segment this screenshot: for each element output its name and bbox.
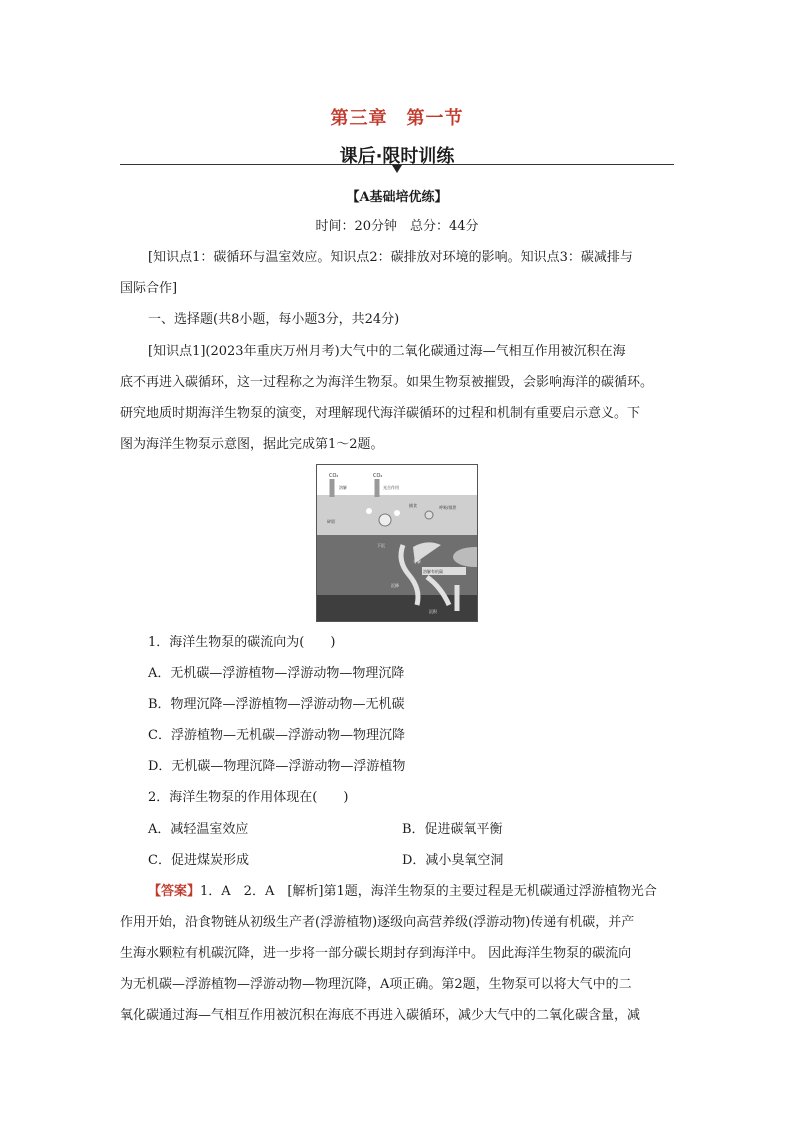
label-detritus: 碎屑 <box>327 519 335 524</box>
label-sinking: 下沉 <box>377 543 385 548</box>
stem-line-1: [知识点1](2023年重庆万州月考)大气中的二氧化碳通过海—气相互作用被沉积在海 <box>148 344 626 359</box>
q2-option-c: C．促进煤炭形成 <box>148 853 249 868</box>
q2-option-a: A．减轻温室效应 <box>148 822 249 837</box>
page-subtitle: 课后·限时训练 <box>339 146 455 167</box>
ocean-biological-pump-diagram <box>316 464 478 622</box>
answer-line-5: 氧化碳通过海—气相互作用被沉积在海底不再进入碳循环，减少大气中的二氧化碳含量，减 <box>120 1008 641 1023</box>
answer-line-3: 生海水颗粒有机碳沉降，进一步将一部分碳长期封存到海洋中。 因此海洋生物泵的碳流向 <box>120 946 632 961</box>
answer-text-1: 1．A 2．A [解析]第1题，海洋生物泵的主要过程是无机碳通过浮游植物光合 <box>200 884 657 899</box>
label-settle: 沉降 <box>391 583 399 588</box>
label-decompose: 分解 <box>413 559 421 564</box>
triangle-marker-icon <box>392 165 402 173</box>
q1-option-d: D．无机碳—物理沉降—浮游动物—浮游植物 <box>148 759 406 774</box>
answer-line-1 <box>148 876 676 907</box>
answer-line-2: 作用开始，沿食物链从初级生产者(浮游植物)逐级向高营养级(浮游动物)传递有机碳，并产 <box>120 915 635 930</box>
stem-line-3: 研究地质时期海洋生物泵的演变，对理解现代海洋碳循环的过程和机制有重要启示意义。下 <box>120 406 641 421</box>
question-2 <box>120 782 676 813</box>
question-1 <box>120 627 676 782</box>
question-2-stem: 2．海洋生物泵的作用体现在( ) <box>148 790 349 805</box>
label-doc: 溶解有机碳 <box>423 569 443 574</box>
q2-option-b: B．促进碳氧平衡 <box>402 822 503 837</box>
knowledge-line-1: [知识点1：碳循环与温室效应。知识点2：碳排放对环境的影响。知识点3：碳减排与 <box>148 250 633 265</box>
label-co2-1: CO₂ <box>329 473 339 479</box>
label-co2-2: CO₂ <box>373 473 383 479</box>
label-sediment: 沉积 <box>429 609 437 614</box>
q1-option-c: C．浮游植物—无机碳—浮游动物—物理沉降 <box>148 728 405 743</box>
question-1-stem: 1．海洋生物泵的碳流向为( ) <box>148 635 336 650</box>
answer-block <box>148 876 676 907</box>
q2-option-d: D．减小臭氧空洞 <box>402 853 504 868</box>
knowledge-points <box>120 242 676 273</box>
answer-line-4: 为无机碳—浮游植物—浮游动物—物理沉降，A项正确。第2题，生物泵可以将大气中的二 <box>120 977 632 992</box>
zooplankton-icon <box>425 511 433 519</box>
answer-label: 【答案】 <box>148 884 201 899</box>
question-stem <box>120 336 676 367</box>
knowledge-line-2: 国际合作] <box>120 281 178 296</box>
knowledge-points-cont <box>120 273 676 304</box>
stem-line-2: 底不再进入碳循环，这一过程称之为海洋生物泵。如果生物泵被摧毁，会影响海洋的碳循环。 <box>120 375 654 390</box>
q2-options-row-2 <box>148 845 668 876</box>
q2-options-row-1 <box>148 814 668 845</box>
label-photosynthesis: 光合作用 <box>383 485 399 490</box>
phytoplankton-icon <box>379 514 391 526</box>
part-heading: 一、选择题(共8小题，每小题3分，共24分) <box>148 312 400 327</box>
q1-option-b: B．物理沉降—浮游植物—浮游动物—无机碳 <box>148 697 405 712</box>
time-score-info: 时间：20分钟 总分：44分 <box>315 219 479 234</box>
section-heading: 【A基础培优练】 <box>346 190 448 205</box>
stem-block <box>120 367 676 460</box>
chapter-title: 第三章 第一节 <box>330 108 464 129</box>
label-respiration: 呼吸/排泄 <box>439 505 457 510</box>
answer-continued <box>120 907 676 1031</box>
diagram-svg <box>317 465 477 621</box>
label-dissolve: 溶解 <box>339 485 347 490</box>
label-predation: 捕食 <box>409 503 417 508</box>
q1-option-a: A．无机碳—浮游植物—浮游动物—物理沉降 <box>148 666 405 681</box>
stem-line-4: 图为海洋生物泵示意图，据此完成第1～2题。 <box>120 437 384 452</box>
